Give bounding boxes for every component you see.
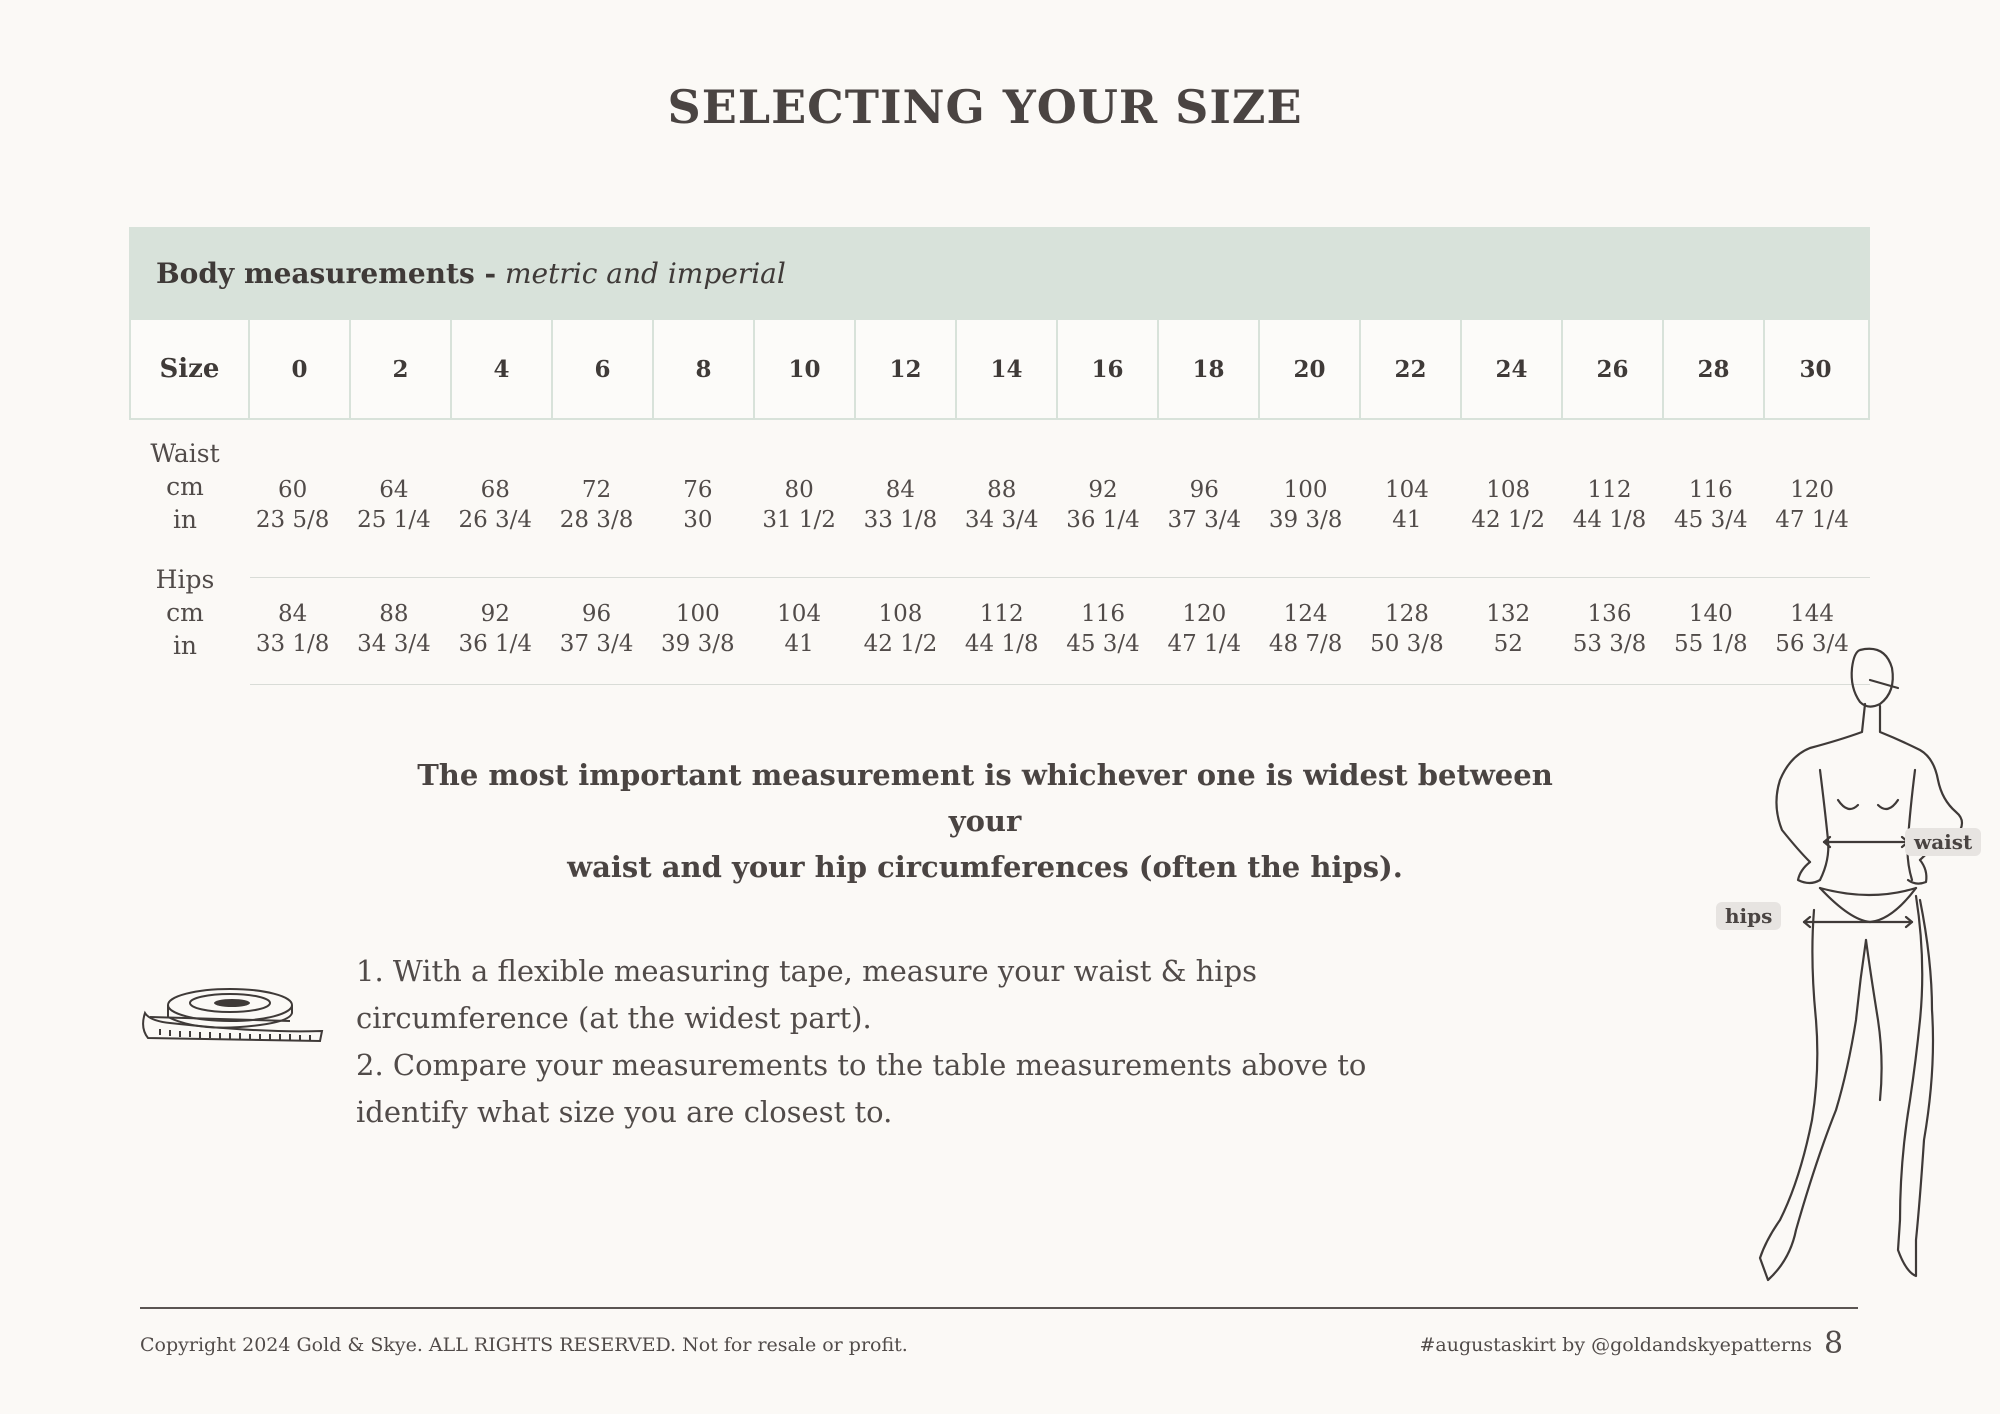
waist-cm-value: 84 [885, 477, 916, 503]
size-cell: 6 [553, 320, 654, 418]
waist-tag: waist [1905, 828, 1981, 856]
hips-in-value: 55 1/8 [1674, 631, 1748, 657]
size-label: Size [131, 320, 250, 418]
waist-in-value: 25 1/4 [357, 507, 431, 533]
size-cell: 16 [1058, 320, 1159, 418]
hips-label-cm: cm [166, 598, 204, 627]
hips-cm-value: 92 [480, 601, 510, 627]
hips-cm-value: 124 [1283, 601, 1328, 627]
waist-in-value: 28 3/8 [559, 507, 634, 533]
row-divider [250, 684, 1870, 685]
hips-in-value: 50 3/8 [1370, 631, 1444, 657]
waist-cm-value: 72 [581, 477, 612, 503]
important-line-2: waist and your hip circumferences (often the hips). [567, 850, 1403, 884]
important-note [400, 752, 1570, 890]
hips-label-in: in [172, 631, 198, 660]
hips-in-value: 42 1/2 [863, 631, 938, 657]
figure-illustration [1720, 640, 1990, 1304]
hips-in-value: 47 1/4 [1167, 631, 1242, 657]
hips-value-cell [1356, 599, 1457, 662]
waist-in-value: 26 3/4 [458, 507, 533, 533]
hips-cm-value: 132 [1486, 601, 1531, 627]
hips-cm-value: 144 [1790, 601, 1835, 627]
size-cell: 30 [1799, 355, 1832, 383]
waist-in-value: 37 3/4 [1167, 507, 1242, 533]
hips-cm-value: 88 [379, 601, 409, 627]
size-cell: 12 [856, 320, 957, 418]
table-header-italic: metric and imperial [504, 257, 786, 290]
waist-value-cell [343, 475, 444, 536]
waist-in-value: 44 1/8 [1572, 507, 1647, 533]
waist-value-cell [1559, 475, 1660, 536]
hips-value-cell [850, 599, 951, 662]
hips-in-value: 48 7/8 [1268, 631, 1343, 657]
waist-cm-value: 76 [683, 477, 713, 503]
waist-in-value: 30 [683, 507, 713, 533]
waist-cm-value: 108 [1486, 477, 1531, 503]
size-cell: 14 [957, 320, 1058, 418]
waist-cm-value: 116 [1688, 477, 1733, 503]
hips-in-value: 33 1/8 [255, 631, 330, 657]
size-cell: 10 [755, 320, 856, 418]
hips-cm-value: 116 [1081, 601, 1125, 627]
measuring-tape-icon [140, 983, 325, 1067]
instruction-steps [356, 948, 1436, 1136]
hips-in-value: 44 1/8 [964, 631, 1039, 657]
waist-label [129, 437, 241, 536]
waist-cm-value: 112 [1587, 477, 1632, 503]
waist-in-value: 41 [1392, 507, 1422, 533]
hips-value-cell [1154, 599, 1255, 662]
hips-in-value: 39 3/8 [661, 631, 735, 657]
table-header-bold: Body measurements - [156, 257, 497, 290]
waist-cm-value: 104 [1384, 477, 1429, 503]
hips-in-value: 41 [784, 631, 814, 657]
hips-in-value: 36 1/4 [458, 631, 533, 657]
size-row [129, 320, 1870, 420]
hips-value-cell [1458, 599, 1559, 662]
page-title: SELECTING YOUR SIZE [667, 80, 1303, 134]
waist-value-cell [748, 475, 849, 536]
size-cell: 2 [351, 320, 452, 418]
waist-cm-value: 96 [1189, 477, 1219, 503]
waist-value-cell [1660, 475, 1761, 536]
hips-cm-value: 104 [777, 601, 822, 627]
size-table [129, 227, 1870, 420]
waist-in-value: 39 3/8 [1268, 507, 1343, 533]
waist-value-cell [1052, 475, 1153, 536]
size-cell: 22 [1361, 320, 1462, 418]
hips-tag: hips [1716, 902, 1781, 930]
waist-label-cm: cm [166, 472, 204, 501]
hips-in-value: 52 [1493, 631, 1523, 657]
size-cell: 4 [452, 320, 553, 418]
waist-label-title: Waist [150, 439, 220, 468]
hips-cm-value: 96 [581, 601, 612, 627]
waist-label-in: in [172, 505, 198, 534]
size-cell: 18 [1159, 320, 1260, 418]
hips-in-value: 53 3/8 [1572, 631, 1647, 657]
hips-in-value: 45 3/4 [1066, 631, 1140, 657]
hips-cm-value: 100 [675, 601, 720, 627]
waist-cm-value: 120 [1790, 477, 1835, 503]
waist-cm-value: 64 [379, 477, 409, 503]
hips-value-cell [1255, 599, 1356, 662]
waist-value-cell [1458, 475, 1559, 536]
footer-divider [140, 1307, 1858, 1309]
step-1: 1. With a flexible measuring tape, measure your waist & hips circumference (at the widest part). [356, 954, 1258, 1035]
waist-value-cell [850, 475, 951, 536]
hips-cm-value: 120 [1182, 601, 1227, 627]
waist-row [129, 437, 1870, 536]
size-cell: 28 [1664, 320, 1765, 418]
hips-values [242, 599, 1863, 662]
footer-tagline: #augustaskirt by @goldandskyepatterns [1419, 1334, 1812, 1356]
important-line-1: The most important measurement is whichever one is widest between your [417, 758, 1553, 838]
hips-value-cell [445, 599, 546, 662]
hips-label-title: Hips [155, 565, 215, 594]
waist-value-cell [1761, 475, 1862, 536]
hips-cm-value: 140 [1688, 601, 1733, 627]
waist-value-cell [647, 475, 748, 536]
waist-values [242, 475, 1863, 536]
copyright-text: Copyright 2024 Gold & Skye. ALL RIGHTS RESERVED. Not for resale or profit. [140, 1334, 908, 1356]
hips-cm-value: 136 [1587, 601, 1632, 627]
hips-in-value: 56 3/4 [1775, 631, 1849, 657]
hips-value-cell [1052, 599, 1153, 662]
waist-in-value: 45 3/4 [1674, 507, 1748, 533]
table-header [129, 227, 1870, 320]
waist-in-value: 34 3/4 [964, 507, 1039, 533]
hips-value-cell [748, 599, 849, 662]
hips-cm-value: 84 [278, 601, 308, 627]
hips-in-value: 34 3/4 [357, 631, 431, 657]
waist-cm-value: 68 [480, 477, 510, 503]
step-2: 2. Compare your measurements to the table measurements above to identify what size you are closest to. [356, 1048, 1367, 1129]
waist-cm-value: 88 [987, 477, 1017, 503]
size-cell: 24 [1462, 320, 1563, 418]
hips-value-cell [242, 599, 343, 662]
waist-value-cell [1154, 475, 1255, 536]
waist-value-cell [445, 475, 546, 536]
hips-value-cell [647, 599, 748, 662]
hips-cm-value: 128 [1384, 601, 1429, 627]
hips-cm-value: 112 [979, 601, 1024, 627]
hips-value-cell [1559, 599, 1660, 662]
hips-row [129, 563, 1870, 662]
size-cell: 8 [654, 320, 755, 418]
waist-cm-value: 60 [278, 477, 308, 503]
waist-in-value: 23 5/8 [255, 507, 330, 533]
hips-value-cell [951, 599, 1052, 662]
waist-value-cell [951, 475, 1052, 536]
waist-in-value: 42 1/2 [1471, 507, 1545, 533]
waist-value-cell [546, 475, 647, 536]
hips-cm-value: 108 [878, 601, 923, 627]
waist-cm-value: 100 [1283, 477, 1328, 503]
waist-cm-value: 92 [1088, 477, 1118, 503]
waist-in-value: 31 1/2 [762, 507, 836, 533]
page-number: 8 [1824, 1326, 1844, 1361]
waist-value-cell [242, 475, 343, 536]
waist-value-cell [1255, 475, 1356, 536]
waist-in-value: 36 1/4 [1066, 507, 1140, 533]
hips-in-value: 37 3/4 [559, 631, 634, 657]
waist-in-value: 47 1/4 [1775, 507, 1849, 533]
waist-value-cell [1356, 475, 1457, 536]
size-cell: 20 [1260, 320, 1361, 418]
size-cell: 0 [250, 320, 351, 418]
hips-value-cell [343, 599, 444, 662]
waist-in-value: 33 1/8 [863, 507, 938, 533]
waist-cm-value: 80 [784, 477, 814, 503]
hips-label [129, 563, 241, 662]
hips-value-cell [546, 599, 647, 662]
size-cell: 26 [1563, 320, 1664, 418]
